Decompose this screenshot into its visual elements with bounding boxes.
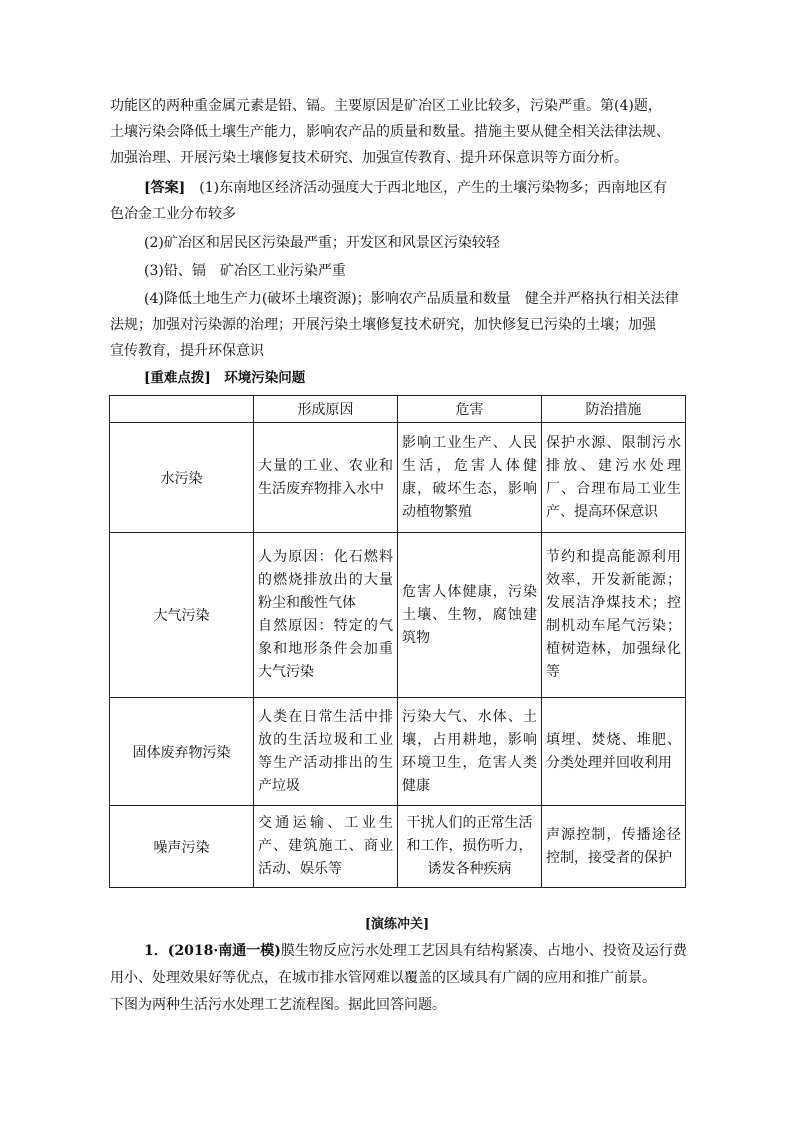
answer-line-2: 色冶金工业分布较多: [110, 206, 236, 222]
answer-line-1: [144, 175, 719, 201]
cell-cause: 人类在日常生活中排放的生活垃圾和工业等生产活动排出的生产垃圾: [254, 698, 398, 806]
answer-label: [答案]: [144, 180, 186, 196]
cell-harm: 影响工业生产、人民生活，危害人体健康，破坏生态，影响动植物繁殖: [398, 423, 542, 533]
answer-line-5: (4)降低土地生产力(破坏土壤资源)；影响农产品质量和数量 健全并严格执行相关法律: [144, 291, 679, 307]
table-header-row: [110, 396, 686, 423]
header-cause: 形成原因: [254, 396, 398, 423]
question-source: (2018·南通一模): [167, 943, 281, 959]
table-row: [110, 806, 686, 888]
row-type-air: 大气污染: [110, 533, 254, 698]
explanation-line-1: 功能区的两种重金属元素是铅、镉。主要原因是矿冶区工业比较多，污染严重。第(4)题，: [110, 98, 662, 114]
cell-measure: 填埋、焚烧、堆肥、分类处理并回收利用: [542, 698, 686, 806]
table-row: [110, 533, 686, 698]
table-row: [110, 698, 686, 806]
cell-cause: 交通运输、工业生产、建筑施工、商业活动、娱乐等: [254, 806, 398, 888]
question-number: 1．: [144, 943, 168, 959]
cell-harm: 干扰人们的正常生活和工作，损伤听力，诱发各种疾病: [398, 806, 542, 888]
answer-text-1: (1)东南地区经济活动强度大于西北地区，产生的土壤污染物多；西南地区有: [199, 180, 668, 196]
header-empty: [110, 396, 254, 423]
answer-line-7: 宣传教育，提升环保意识: [110, 343, 264, 359]
row-type-noise: 噪声污染: [110, 806, 254, 888]
explanation-line-2: 土壤污染会降低土壤生产能力，影响农产品的质量和数量。措施主要从健全相关法律法规、: [110, 124, 670, 140]
answer-line-3: (2)矿冶区和居民区污染最严重；开发区和风景区污染较轻: [144, 235, 500, 251]
table-title: [重难点拨] 环境污染问题: [144, 370, 306, 386]
question-line-2: 用小、处理效果好等优点，在城市排水管网难以覆盖的区域具有广阔的应用和推广前景。: [110, 970, 656, 986]
cell-cause: 大量的工业、农业和生活废弃物排入水中: [254, 423, 398, 533]
explanation-line-3: 加强治理、开展污染土壤修复技术研究、加强宣传教育、提升环保意识等方面分析。: [110, 150, 628, 166]
cell-harm: 污染大气、水体、土壤，占用耕地，影响环境卫生，危害人类健康: [398, 698, 542, 806]
cell-measure: 声源控制，传播途径控制，接受者的保护: [542, 806, 686, 888]
cell-measure: 节约和提高能源利用效率，开发新能源；发展洁净煤技术；控制机动车尾气污染；植树造林，加强绿化等: [542, 533, 686, 698]
cell-harm: 危害人体健康，污染土壤、生物，腐蚀建筑物: [398, 533, 542, 698]
table-row: [110, 423, 686, 533]
answer-line-4: (3)铅、镉 矿冶区工业污染严重: [144, 263, 346, 279]
header-harm: 危害: [398, 396, 542, 423]
question-line-3: 下图为两种生活污水处理工艺流程图。据此回答问题。: [110, 997, 446, 1013]
question-text-1: 膜生物反应污水处理工艺因具有结构紧凑、占地小、投资及运行费: [280, 943, 687, 959]
cell-cause: 人为原因：化石燃料的燃烧排放出的大量粉尘和酸性气体 自然原因：特定的气象和地形条件会加重大气污染: [254, 533, 398, 698]
answer-line-6: 法规；加强对污染源的治理；开展污染土壤修复技术研究，加快修复已污染的土壤；加强: [110, 317, 656, 333]
pollution-table: [109, 395, 686, 888]
cell-measure: 保护水源、限制污水排放、建污水处理厂、合理布局工业生产、提高环保意识: [542, 423, 686, 533]
practice-section-title: [演练冲关]: [364, 917, 430, 932]
question-line-1: [144, 938, 724, 965]
header-measure: 防治措施: [542, 396, 686, 423]
row-type-water: 水污染: [110, 423, 254, 533]
row-type-solid-waste: 固体废弃物污染: [110, 698, 254, 806]
